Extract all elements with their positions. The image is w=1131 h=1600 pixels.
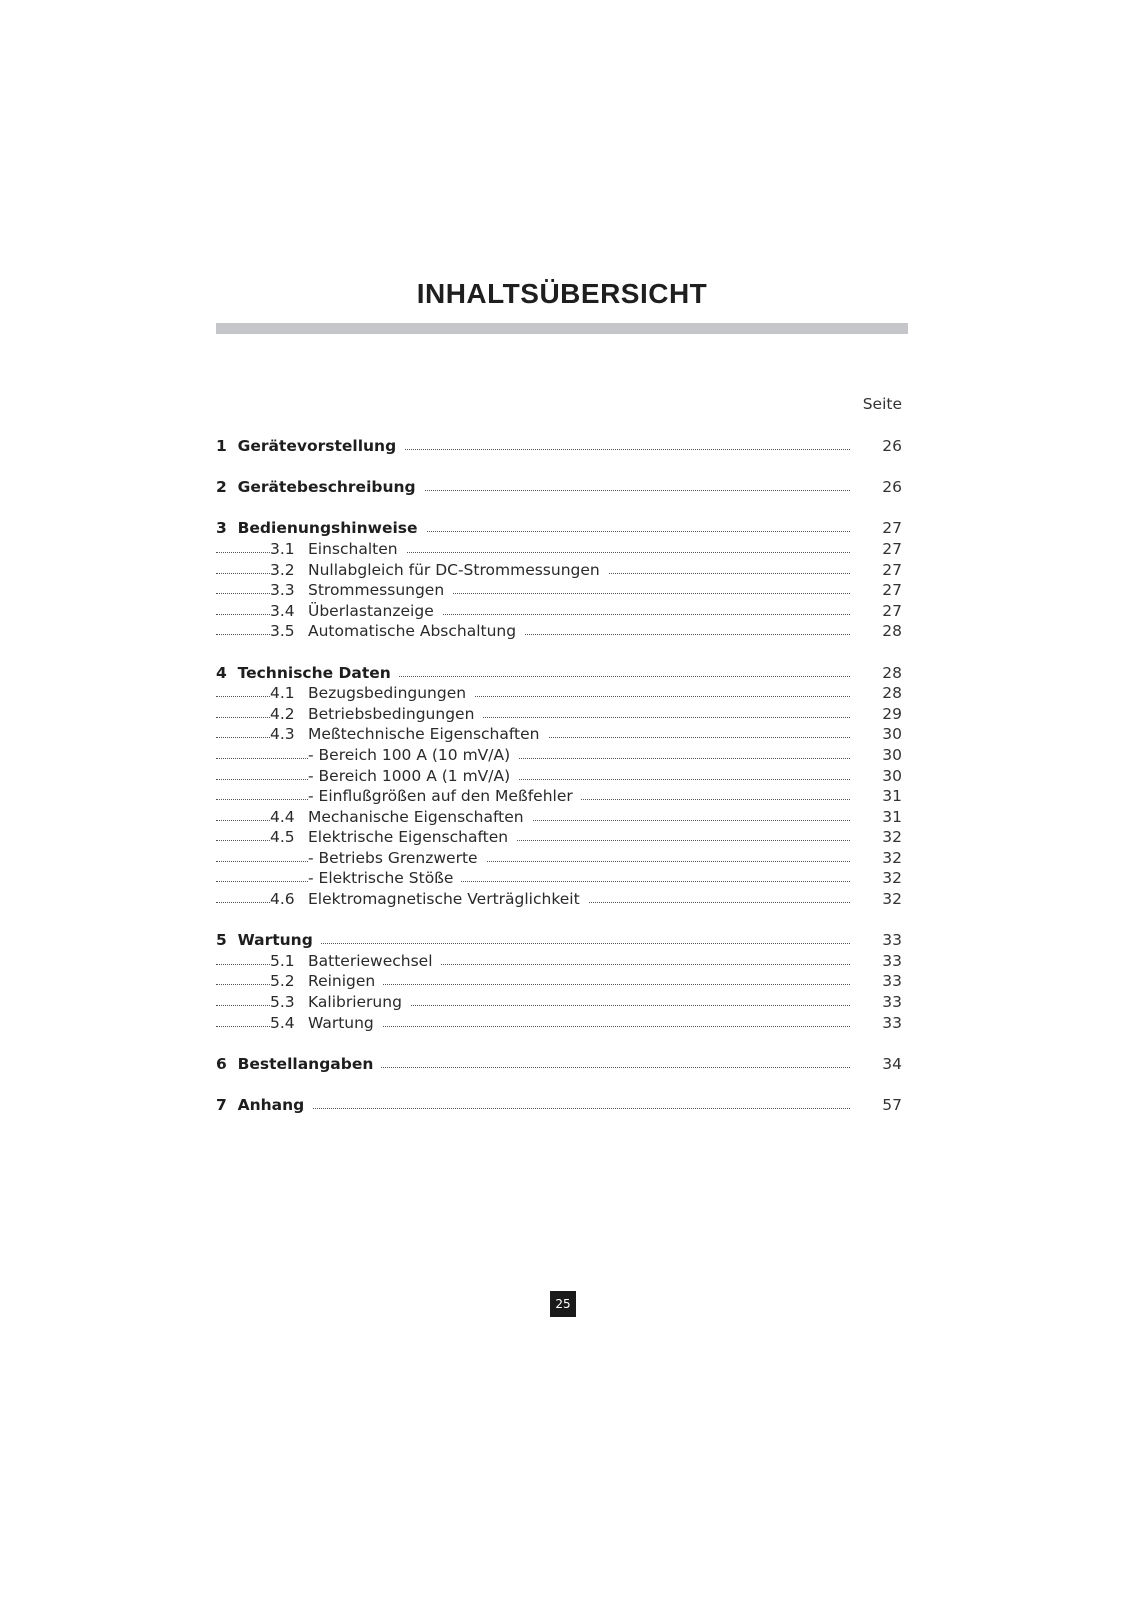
toc-page-number: 28	[882, 663, 902, 682]
toc-page-number: 26	[882, 437, 902, 455]
toc-entry-label: Gerätevorstellung	[237, 437, 397, 455]
toc-section-entry	[216, 1095, 902, 1116]
toc-subsection-entry	[216, 601, 902, 622]
toc-entry-number: 4.3	[270, 725, 295, 744]
toc-entry-number: 3.3	[270, 581, 295, 600]
toc-section-entry	[216, 930, 902, 951]
toc-section-entry	[216, 436, 902, 457]
toc-entry-number: 3.4	[270, 601, 295, 620]
toc-entry-label: - Bereich 100 A (10 mV/A)	[308, 745, 511, 764]
toc-page-number: 32	[882, 890, 902, 909]
toc-entry-label: Wartung	[237, 931, 313, 950]
toc-page-number: 33	[882, 993, 902, 1012]
toc-entry-number: 4.6	[270, 890, 295, 909]
toc-entry-label: Gerätebeschreibung	[237, 478, 416, 497]
toc-page-number: 31	[882, 787, 902, 806]
toc-entry-label: Überlastanzeige	[308, 601, 434, 620]
toc-subsection-entry	[216, 971, 902, 992]
toc-subsection-entry	[216, 1013, 902, 1034]
toc-subsection-entry	[216, 560, 902, 581]
toc-subsection-entry	[216, 827, 902, 848]
toc-subsection-entry	[216, 621, 902, 642]
toc-entry-number: 4.5	[270, 828, 295, 847]
toc-subsection-entry	[216, 848, 902, 869]
toc-entry-title	[308, 766, 518, 787]
page-column-header: Seite	[862, 395, 902, 413]
toc-page-number: 30	[882, 725, 902, 744]
toc-entry-label: - Elektrische Stöße	[308, 869, 454, 888]
toc-entry-title	[308, 745, 518, 766]
toc-page-number: 28	[882, 684, 902, 703]
footer-page-number: 25	[550, 1291, 576, 1317]
toc-page-number: 30	[882, 766, 902, 785]
toc-entry-title	[308, 786, 581, 807]
toc-entry-number: 5.2	[270, 972, 295, 991]
toc-section-entry	[216, 477, 902, 498]
toc-entry-label: Nullabgleich für DC-Strommessungen	[308, 560, 600, 579]
toc-page-number: 30	[882, 745, 902, 764]
toc-page-number: 31	[882, 807, 902, 826]
toc-entry-title	[270, 992, 410, 1013]
toc-entry-label: - Einflußgrößen auf den Meßfehler	[308, 787, 573, 806]
toc-entry-title	[270, 560, 608, 581]
toc-entry-label: Meßtechnische Eigenschaften	[308, 725, 540, 744]
toc-subsection-entry	[216, 683, 902, 704]
toc-entry-label: Wartung	[308, 1013, 374, 1032]
toc-entry-title	[270, 704, 482, 725]
toc-entry-label: Strommessungen	[308, 581, 445, 600]
toc-entry-label: - Betriebs Grenzwerte	[308, 848, 478, 867]
toc-page-number: 32	[882, 828, 902, 847]
toc-entry-number: 5.3	[270, 993, 295, 1012]
toc-entry-number: 1	[216, 437, 227, 455]
toc-entry-title	[270, 1013, 382, 1034]
toc-section-entry	[216, 1054, 902, 1075]
toc-entry-number: 4.2	[270, 704, 295, 723]
toc-entry-number: 4.4	[270, 807, 295, 826]
toc-page-number: 32	[882, 869, 902, 888]
toc-entry-number: 3.2	[270, 560, 295, 579]
toc-page-number: 27	[882, 601, 902, 620]
toc-subsection-entry	[216, 868, 902, 889]
toc-section-entry	[216, 663, 902, 684]
toc-entry-number: 5	[216, 931, 227, 950]
toc-entry-title	[270, 807, 532, 828]
toc-entry-title	[216, 663, 399, 684]
toc-entry-label: Technische Daten	[237, 663, 391, 682]
toc-subsection-entry	[216, 786, 902, 807]
toc-entry-title	[216, 436, 404, 457]
toc-subsection-entry	[216, 745, 902, 766]
toc-page-number: 33	[882, 931, 902, 950]
toc-entry-label: Einschalten	[308, 539, 398, 558]
toc-subsection-entry	[216, 766, 902, 787]
toc-page-number: 33	[882, 972, 902, 991]
toc-entry-title	[270, 580, 452, 601]
toc-subsection-entry	[216, 724, 902, 745]
toc-entry-number: 3.5	[270, 622, 295, 641]
toc-entry-label: Mechanische Eigenschaften	[308, 807, 524, 826]
toc-entry-title	[270, 539, 406, 560]
toc-page-number: 34	[882, 1054, 902, 1073]
toc-entry-label: Bezugsbedingungen	[308, 684, 467, 703]
toc-entry-title	[270, 951, 441, 972]
toc-page-number: 27	[882, 519, 902, 538]
toc-entry-title	[216, 477, 424, 498]
toc-entry-label: Bestellangaben	[237, 1054, 374, 1073]
toc-entry-title	[270, 601, 442, 622]
toc-entry-title	[270, 621, 524, 642]
table-of-contents	[216, 436, 902, 1116]
toc-section-entry	[216, 518, 902, 539]
toc-entry-title	[308, 848, 486, 869]
toc-page-number: 27	[882, 560, 902, 579]
toc-page-number: 28	[882, 622, 902, 641]
toc-subsection-entry	[216, 807, 902, 828]
toc-entry-title	[270, 724, 548, 745]
toc-entry-number: 3	[216, 519, 227, 538]
toc-entry-number: 7	[216, 1096, 227, 1114]
toc-entry-title	[270, 683, 474, 704]
toc-entry-label: Elektromagnetische Verträglichkeit	[308, 890, 580, 909]
toc-entry-title	[216, 930, 321, 951]
toc-entry-label: Bedienungshinweise	[237, 519, 418, 538]
toc-entry-number: 4	[216, 663, 227, 682]
toc-entry-label: Automatische Abschaltung	[308, 622, 517, 641]
toc-entry-label: Elektrische Eigenschaften	[308, 828, 509, 847]
toc-page-number: 33	[882, 951, 902, 970]
toc-page-number: 27	[882, 539, 902, 558]
toc-entry-number: 4.1	[270, 684, 295, 703]
toc-entry-label: Batteriewechsel	[308, 951, 433, 970]
toc-entry-number: 3.1	[270, 539, 295, 558]
toc-entry-label: Kalibrierung	[308, 993, 402, 1012]
toc-entry-title	[216, 1054, 381, 1075]
toc-subsection-entry	[216, 539, 902, 560]
toc-page-number: 29	[882, 704, 902, 723]
toc-subsection-entry	[216, 580, 902, 601]
toc-page-number: 26	[882, 478, 902, 497]
toc-entry-title	[216, 1095, 312, 1116]
title-underline-bar	[216, 323, 908, 334]
toc-page-number: 32	[882, 848, 902, 867]
toc-page-number: 57	[882, 1096, 902, 1114]
toc-entry-title	[270, 971, 383, 992]
page-title: INHALTSÜBERSICHT	[416, 278, 708, 309]
toc-entry-number: 6	[216, 1054, 227, 1073]
toc-entry-label: Anhang	[237, 1096, 305, 1114]
toc-subsection-entry	[216, 889, 902, 910]
toc-entry-label: Reinigen	[308, 972, 376, 991]
toc-entry-number: 2	[216, 478, 227, 497]
toc-subsection-entry	[216, 704, 902, 725]
toc-entry-number: 5.1	[270, 951, 295, 970]
toc-entry-title	[270, 889, 588, 910]
toc-entry-number: 5.4	[270, 1013, 295, 1032]
toc-entry-title	[216, 518, 426, 539]
toc-entry-label: Betriebsbedingungen	[308, 704, 475, 723]
toc-entry-title	[270, 827, 516, 848]
toc-page-number: 33	[882, 1013, 902, 1032]
toc-entry-label: - Bereich 1000 A (1 mV/A)	[308, 766, 511, 785]
toc-subsection-entry	[216, 992, 902, 1013]
toc-entry-title	[308, 868, 461, 889]
toc-subsection-entry	[216, 951, 902, 972]
toc-page-number: 27	[882, 581, 902, 600]
